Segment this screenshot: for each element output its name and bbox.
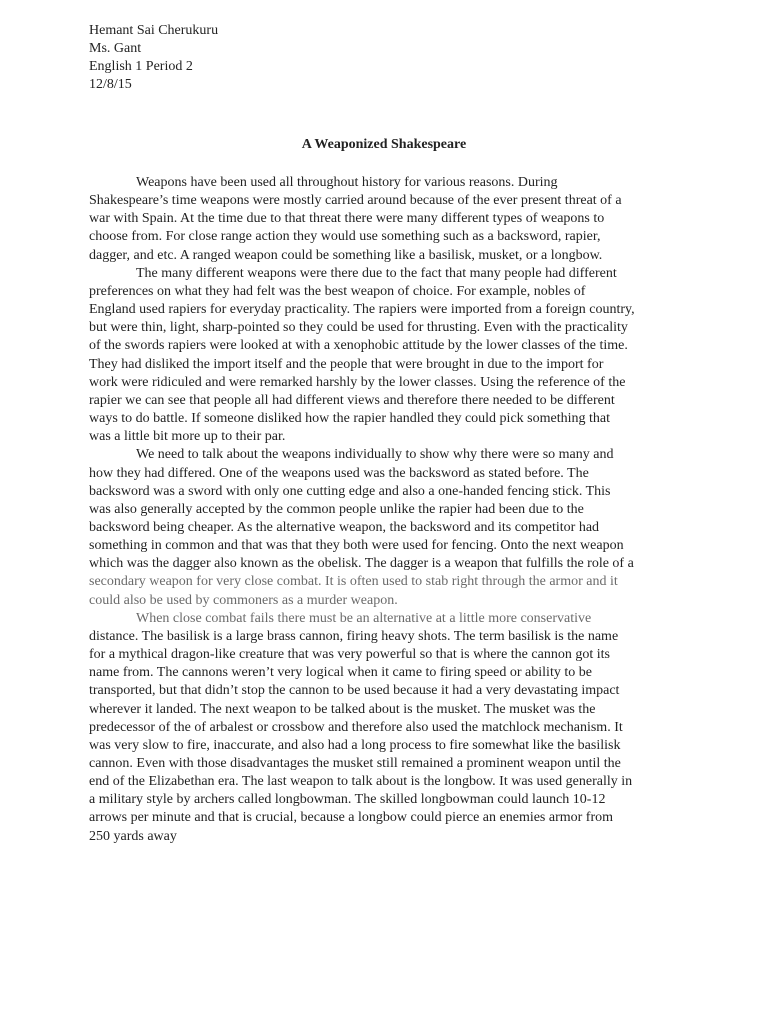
- text-line: Weapons have been used all throughout history for various reasons. During: [136, 175, 558, 190]
- text-line: was very slow to fire, inaccurate, and also had a long process to fire somewhat like the basilisk: [89, 737, 621, 753]
- text-line: choose from. For close range action they would use something such as a backsword, rapier,: [89, 229, 601, 245]
- text-line: backsword being cheaper. As the alternative weapon, the backsword and its competitor had: [89, 519, 600, 535]
- text-line: name from. The cannons weren’t very logical when it came to firing speed or ability to be: [89, 665, 592, 681]
- document-title: A Weaponized Shakespeare: [301, 137, 467, 152]
- text-line: backsword was a sword with only one cutting edge and also a one-handed fencing stick. This: [89, 483, 611, 499]
- text-line: 250 yards away: [89, 828, 177, 844]
- paragraph-3: [89, 446, 689, 609]
- text-line: end of the Elizabethan era. The last weapon to talk about is the longbow. It was used generally in: [89, 774, 633, 790]
- document-body: [89, 174, 689, 846]
- document-date: 12/8/15: [89, 77, 132, 92]
- text-line: which was the dagger also known as the obelisk. The dagger is a weapon that fulfills the role of a: [89, 556, 634, 572]
- text-line: Shakespeare’s time weapons were mostly carried around because of the ever present threat of a: [89, 193, 622, 209]
- text-line: dagger, and etc. A ranged weapon could be something like a basilisk, musket, or a longbow.: [89, 247, 603, 263]
- text-line: cannon. Even with those disadvantages the musket still remained a prominent weapon until the: [89, 756, 621, 771]
- text-line: wherever it landed. The next weapon to be talked about is the musket. The musket was the: [89, 701, 596, 717]
- teacher-name: Ms. Gant: [89, 41, 142, 56]
- text-line: war with Spain. At the time due to that threat there were many different types of weapons to: [89, 211, 605, 227]
- text-line: arrows per minute and that is crucial, because a longbow could pierce an enemies armor from: [89, 810, 614, 826]
- text-line: could also be used by commoners as a murder weapon.: [89, 592, 398, 608]
- text-line: how they had differed. One of the weapons used was the backsword as stated before. The: [89, 465, 589, 481]
- text-line: but were thin, light, sharp-pointed so they could be used for thrusting. Even with the practicality: [89, 320, 628, 336]
- text-line: secondary weapon for very close combat. It is often used to stab right through the armor and it: [89, 574, 618, 590]
- text-line: transported, but that didn’t stop the cannon to be used because it had a very devastating impact: [89, 683, 620, 699]
- text-line: was also generally accepted by the common people unlike the rapier had been due to the: [89, 501, 584, 517]
- text-line: a military style by archers called longbowman. The skilled longbowman could launch 10-12: [89, 792, 606, 808]
- text-line: The many different weapons were there due to the fact that many people had different: [136, 265, 617, 281]
- text-line: We need to talk about the weapons individually to show why there were so many and: [136, 447, 614, 463]
- text-line: rapier we can see that people all had different views and therefore there needed to be different: [89, 392, 615, 408]
- text-line: for a mythical dragon-like creature that was very powerful so that is where the cannon got its: [89, 647, 610, 663]
- author-name: Hemant Sai Cherukuru: [89, 23, 219, 38]
- paragraph-1: [89, 174, 689, 265]
- text-line: of the swords rapiers were looked at with a xenophobic attitude by the lower classes of the time.: [89, 338, 628, 354]
- text-line: something in common and that was that they both were used for fencing. Onto the next weapon: [89, 538, 624, 554]
- text-line: They had disliked the import itself and the people that were brought in due to the import for: [89, 356, 604, 372]
- course-name: English 1 Period 2: [89, 59, 193, 74]
- text-line: predecessor of the of arbalest or crossbow and therefore also used the matchlock mechanism. It: [89, 719, 623, 735]
- text-line: work were ridiculed and were remarked harshly by the lower classes. Using the reference of the: [89, 374, 626, 390]
- text-line: England used rapiers for everyday practicality. The rapiers were imported from a foreign country,: [89, 302, 635, 318]
- text-line: When close combat fails there must be an alternative at a little more conservative: [136, 610, 592, 626]
- text-line: preferences on what they had felt was the best weapon of choice. For example, nobles of: [89, 283, 586, 299]
- document-header: [89, 22, 689, 94]
- text-line: distance. The basilisk is a large brass cannon, firing heavy shots. The term basilisk is the name: [89, 628, 619, 644]
- paragraph-2: [89, 265, 689, 447]
- paragraph-4: [89, 610, 689, 846]
- text-line: was a little bit more up to their par.: [89, 429, 286, 445]
- text-line: ways to do battle. If someone disliked how the rapier handled they could pick something that: [89, 411, 610, 427]
